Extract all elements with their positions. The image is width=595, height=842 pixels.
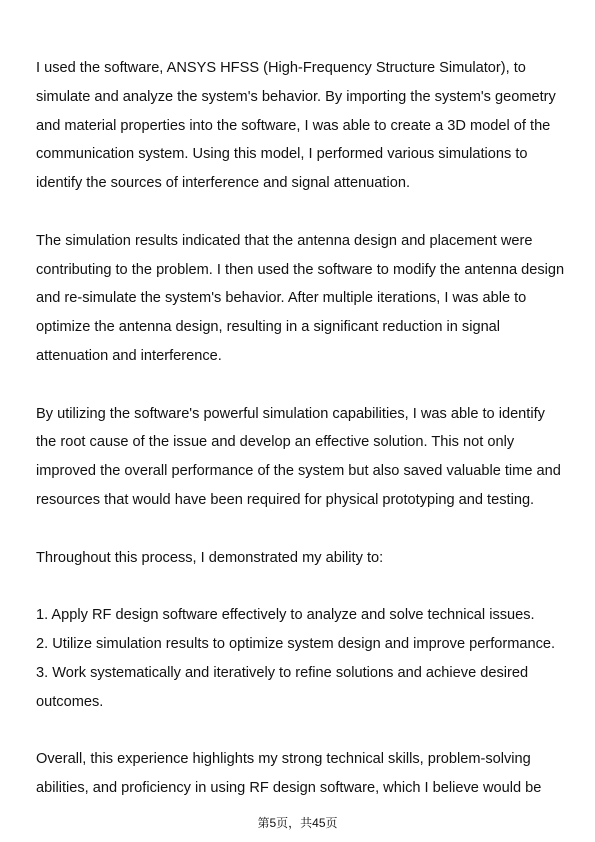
text-line: contributing to the problem. I then used the software to modify the antenna design bbox=[36, 261, 565, 278]
document-body bbox=[36, 54, 566, 803]
text-line: the root cause of the issue and develop an effective solution. This not only bbox=[36, 434, 515, 451]
text-line: I used the software, ANSYS HFSS (High-Frequency Structure Simulator), to bbox=[36, 60, 526, 76]
text-line: Throughout this process, I demonstrated my ability to: bbox=[36, 549, 384, 566]
text-line: and re-simulate the system's behavior. After multiple iterations, I was able to bbox=[36, 290, 527, 307]
text-line: abilities, and proficiency in using RF design software, which I believe would be bbox=[36, 779, 542, 796]
text-line: improved the overall performance of the system but also saved valuable time and bbox=[36, 463, 561, 480]
text-line: 3. Work systematically and iteratively to refine solutions and achieve desired bbox=[36, 664, 529, 681]
paragraph-spacer bbox=[36, 198, 566, 227]
paragraph-spacer bbox=[36, 515, 566, 544]
paragraph-spacer bbox=[36, 716, 566, 745]
page-number-footer: 第5页，共45页 bbox=[257, 816, 338, 830]
paragraph-spacer bbox=[36, 572, 566, 601]
text-line: communication system. Using this model, I performed various simulations to bbox=[36, 146, 528, 163]
text-line: attenuation and interference. bbox=[36, 347, 222, 364]
text-line: and material properties into the software, I was able to create a 3D model of the bbox=[36, 117, 551, 134]
text-line: 2. Utilize simulation results to optimize system design and improve performance. bbox=[36, 635, 556, 652]
text-line: The simulation results indicated that the antenna design and placement were bbox=[36, 232, 533, 249]
paragraph-spacer bbox=[36, 371, 566, 400]
text-line: resources that would have been required for physical prototyping and testing. bbox=[36, 491, 535, 508]
text-line: identify the sources of interference and signal attenuation. bbox=[36, 175, 411, 192]
text-line: 1. Apply RF design software effectively to analyze and solve technical issues. bbox=[36, 607, 535, 624]
text-line: By utilizing the software's powerful simulation capabilities, I was able to identify bbox=[36, 405, 545, 422]
text-line: Overall, this experience highlights my strong technical skills, problem-solving bbox=[36, 751, 531, 768]
text-line: simulate and analyze the system's behavior. By importing the system's geometry bbox=[36, 88, 556, 105]
text-line: outcomes. bbox=[36, 693, 104, 710]
text-line: optimize the antenna design, resulting in a significant reduction in signal bbox=[36, 319, 501, 336]
